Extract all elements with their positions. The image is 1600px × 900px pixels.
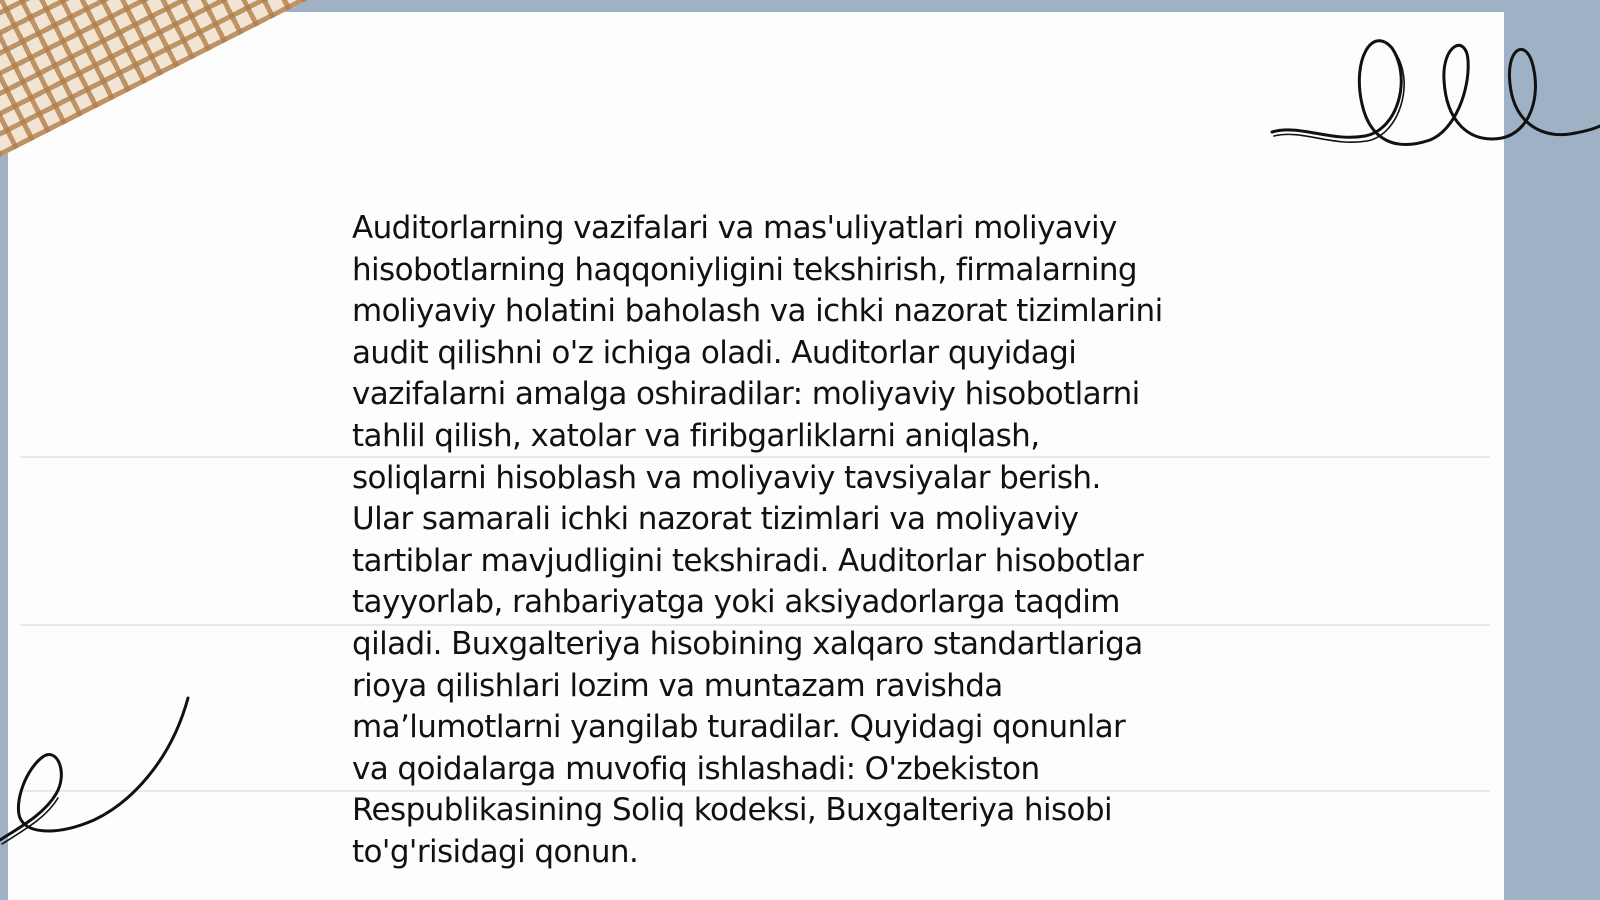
loop-squiggle-bottom-left [0,690,200,850]
slide-body-text: Auditorlarning vazifalari va mas'uliyatlari moliyaviy hisobotlarning haqqoniyligini tekshirish, firmalarning moliyaviy holatini baholash va ichki nazorat tizimlarini audit qilishni o'z ichiga oladi. Auditorlar quyidagi vazifalarni amalga oshiradilar: moliyaviy hisobotlarni tahlil qilish, xatolar va firibgarliklarni aniqlash, soliqlarni hisoblash va moliyaviy tavsiyalar berish. Ular samarali ichki nazorat tizimlari va moliyaviy tartiblar mavjudligini tekshiradi. Auditorlar hisobotlar tayyorlab, rahbariyatga yoki aksiyadorlarga taqdim qiladi. Buxgalteriya hisobining xalqaro standartlariga rioya qilishlari lozim va muntazam ravishda ma’lumotlarni yangilab turadilar. Quyidagi qonunlar va qoidalarga muvofiq ishlashadi: O'zbekiston Respublikasining Soliq kodeksi, Buxgalteriya hisobi to'g'risidagi qonun. [352,210,1163,870]
loop-squiggle-top-right [1270,20,1600,170]
